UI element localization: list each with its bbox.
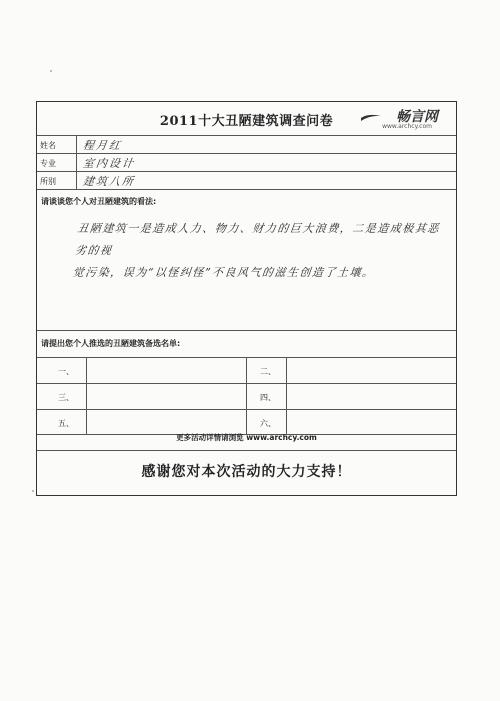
paper-speck bbox=[32, 490, 34, 492]
title-row bbox=[37, 102, 456, 136]
nomination-input[interactable] bbox=[287, 410, 456, 434]
thanks-text: 感谢您对本次活动的大力支持！ bbox=[141, 464, 352, 480]
name-row bbox=[37, 136, 456, 154]
nomination-number-cell bbox=[247, 358, 287, 383]
paper-speck bbox=[50, 70, 52, 72]
opinion-line: 丑陋建筑一是造成人力、物力、财力的巨大浪费，二是造成极其恶劣的视 bbox=[74, 222, 441, 257]
nomination-number: 二、 bbox=[260, 367, 276, 376]
opinion-text[interactable] bbox=[72, 218, 450, 284]
nomination-number: 六、 bbox=[260, 419, 276, 428]
logo-name: 畅言网 bbox=[396, 109, 438, 125]
nomination-row bbox=[37, 383, 456, 409]
nomination-input[interactable] bbox=[87, 410, 247, 434]
nomination-number: 五、 bbox=[58, 419, 74, 428]
logo-url: www.archcy.com bbox=[382, 123, 432, 130]
nomination-input[interactable] bbox=[287, 358, 456, 383]
nomination-input[interactable] bbox=[87, 358, 247, 383]
form-title: 2011十大丑陋建筑调查问卷 bbox=[159, 114, 334, 129]
nomination-number-cell bbox=[247, 410, 287, 434]
major-value[interactable]: 室内设计 bbox=[82, 157, 136, 170]
footer-divider bbox=[37, 450, 456, 451]
nomination-number: 四、 bbox=[260, 393, 276, 402]
nomination-number-cell bbox=[37, 358, 87, 383]
office-label: 所别 bbox=[37, 172, 77, 189]
section-divider bbox=[37, 330, 456, 331]
major-row bbox=[37, 154, 456, 172]
nomination-number: 一、 bbox=[58, 367, 74, 376]
swoosh-icon bbox=[360, 112, 382, 122]
nomination-input[interactable] bbox=[87, 384, 247, 409]
nomination-prompt: 请提出您个人推选的丑陋建筑备选名单: bbox=[41, 339, 181, 348]
office-row bbox=[37, 172, 456, 190]
opinion-prompt: 请谈谈您个人对丑陋建筑的看法: bbox=[41, 197, 157, 206]
nomination-number-cell bbox=[37, 410, 87, 434]
nomination-number: 三、 bbox=[58, 393, 74, 402]
office-value[interactable]: 建筑八所 bbox=[82, 175, 136, 188]
nomination-number-cell bbox=[37, 384, 87, 409]
site-logo bbox=[360, 106, 438, 134]
name-value[interactable]: 程月红 bbox=[82, 139, 123, 152]
opinion-line: 觉污染，误为“以怪纠怪”不良风气的滋生创造了土壤。 bbox=[72, 266, 376, 279]
major-label: 专业 bbox=[37, 154, 77, 171]
more-info-text: 更多活动详情请浏览 www.archcy.com bbox=[176, 433, 317, 442]
nomination-row bbox=[37, 357, 456, 383]
nomination-number-cell bbox=[247, 384, 287, 409]
nomination-input[interactable] bbox=[287, 384, 456, 409]
name-label: 姓名 bbox=[37, 136, 77, 153]
survey-form bbox=[36, 101, 457, 496]
